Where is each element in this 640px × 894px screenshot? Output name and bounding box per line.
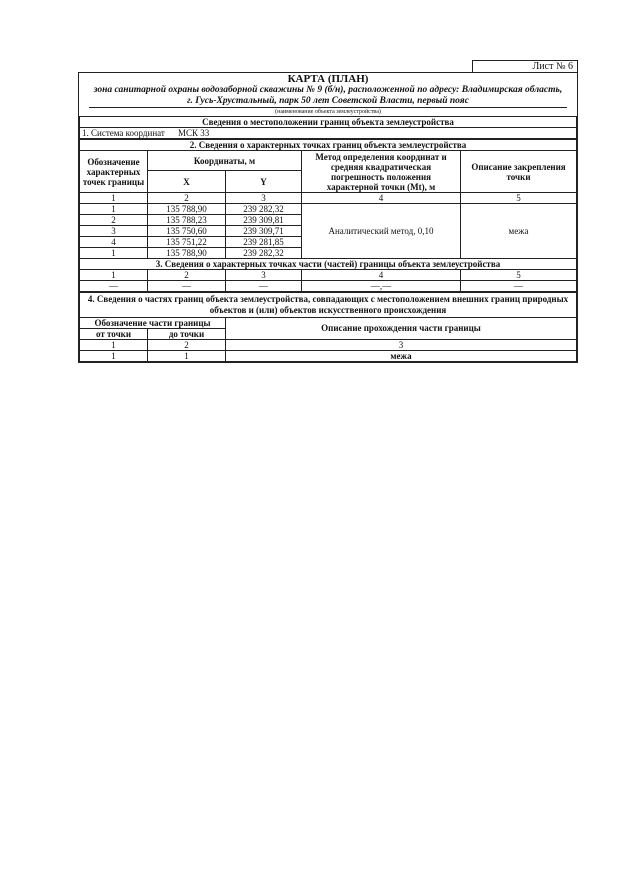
s4-col-2: 2: [148, 340, 226, 351]
object-name-line2: г. Гусь-Хрустальный, парк 50 лет Советской Власти, первый пояс: [187, 96, 469, 106]
s3-col-2: 2: [148, 270, 226, 281]
table-row-y: 239 282,32: [226, 204, 302, 215]
points-table: [79, 139, 577, 292]
header-part-desc: Описание прохождения части границы: [226, 318, 577, 340]
coord-system-value: МСК 33: [176, 128, 577, 139]
col-num-1: 1: [80, 193, 148, 204]
object-name-caption: (наименование объекта землеустройства): [275, 109, 381, 115]
section3-title: 3. Сведения о характерных точках части (частей) границы объекта землеустройства: [80, 259, 577, 270]
table-row-y: 239 282,32: [226, 248, 302, 259]
table-row-x: 135 751,22: [148, 237, 226, 248]
header-to: до точки: [148, 329, 226, 340]
object-name: [89, 85, 567, 108]
object-name-line1: зона санитарной охраны водозаборной скважины № 9 (б/н), расположенной по адресу: Владимирская область,: [93, 85, 563, 95]
table-row-x: 135 788,23: [148, 215, 226, 226]
table-row-point: 4: [80, 237, 148, 248]
table-row-from: 1: [80, 351, 148, 362]
header-from: от точки: [80, 329, 148, 340]
table-row-x: 135 750,60: [148, 226, 226, 237]
parts-table: [79, 292, 577, 362]
sheet-number: Лист № 6: [472, 60, 578, 72]
s3-dash-4: —,—: [302, 281, 461, 292]
header-x: X: [148, 171, 226, 193]
header-designation: Обозначение части границы: [80, 318, 226, 329]
table-row-point: 3: [80, 226, 148, 237]
table-row-y: 239 309,81: [226, 215, 302, 226]
s3-col-3: 3: [226, 270, 302, 281]
coord-system-label: 1. Система координат: [80, 128, 177, 139]
s3-dash-3: —: [226, 281, 302, 292]
header-method: Метод определения координат и средняя квадратическая погрешность положения характерной точки (Mt), м: [302, 151, 461, 193]
table-row-to: 1: [148, 351, 226, 362]
s3-col-1: 1: [80, 270, 148, 281]
table-row-desc: межа: [226, 351, 577, 362]
s4-col-1: 1: [80, 340, 148, 351]
coord-system-table: [79, 116, 577, 139]
s3-col-5: 5: [461, 270, 577, 281]
table-row-y: 239 281,85: [226, 237, 302, 248]
section2-title: 2. Сведения о характерных точках границ объекта землеустройства: [80, 140, 577, 151]
header-coords: Координаты, м: [148, 151, 302, 171]
table-row-x: 135 788,90: [148, 248, 226, 259]
page-title: КАРТА (ПЛАН): [287, 73, 369, 85]
header-y: Y: [226, 171, 302, 193]
table-row-x: 135 788,90: [148, 204, 226, 215]
section-main-title: Сведения о местоположении границ объекта землеустройства: [80, 117, 577, 128]
table-row-y: 239 309,71: [226, 226, 302, 237]
method-value: Аналитический метод, 0,10: [302, 204, 461, 259]
col-num-2: 2: [148, 193, 226, 204]
col-num-3: 3: [226, 193, 302, 204]
section4-title: 4. Сведения о частях границ объекта землеустройства, совпадающих с местоположением внешних границ природных объектов и (или) объектов искусственного происхождения: [80, 293, 577, 318]
s4-col-3: 3: [226, 340, 577, 351]
col-num-4: 4: [302, 193, 461, 204]
table-row-point: 2: [80, 215, 148, 226]
map-plan-form: [78, 72, 578, 363]
table-row-point: 1: [80, 248, 148, 259]
header-point: Обозначение характерных точек границы: [80, 151, 148, 193]
col-num-5: 5: [461, 193, 577, 204]
s3-col-4: 4: [302, 270, 461, 281]
s3-dash-2: —: [148, 281, 226, 292]
header-desc: Описание закрепления точки: [461, 151, 577, 193]
desc-value: межа: [461, 204, 577, 259]
s3-dash-5: —: [461, 281, 577, 292]
document-header: [79, 74, 577, 116]
s3-dash-1: —: [80, 281, 148, 292]
table-row-point: 1: [80, 204, 148, 215]
